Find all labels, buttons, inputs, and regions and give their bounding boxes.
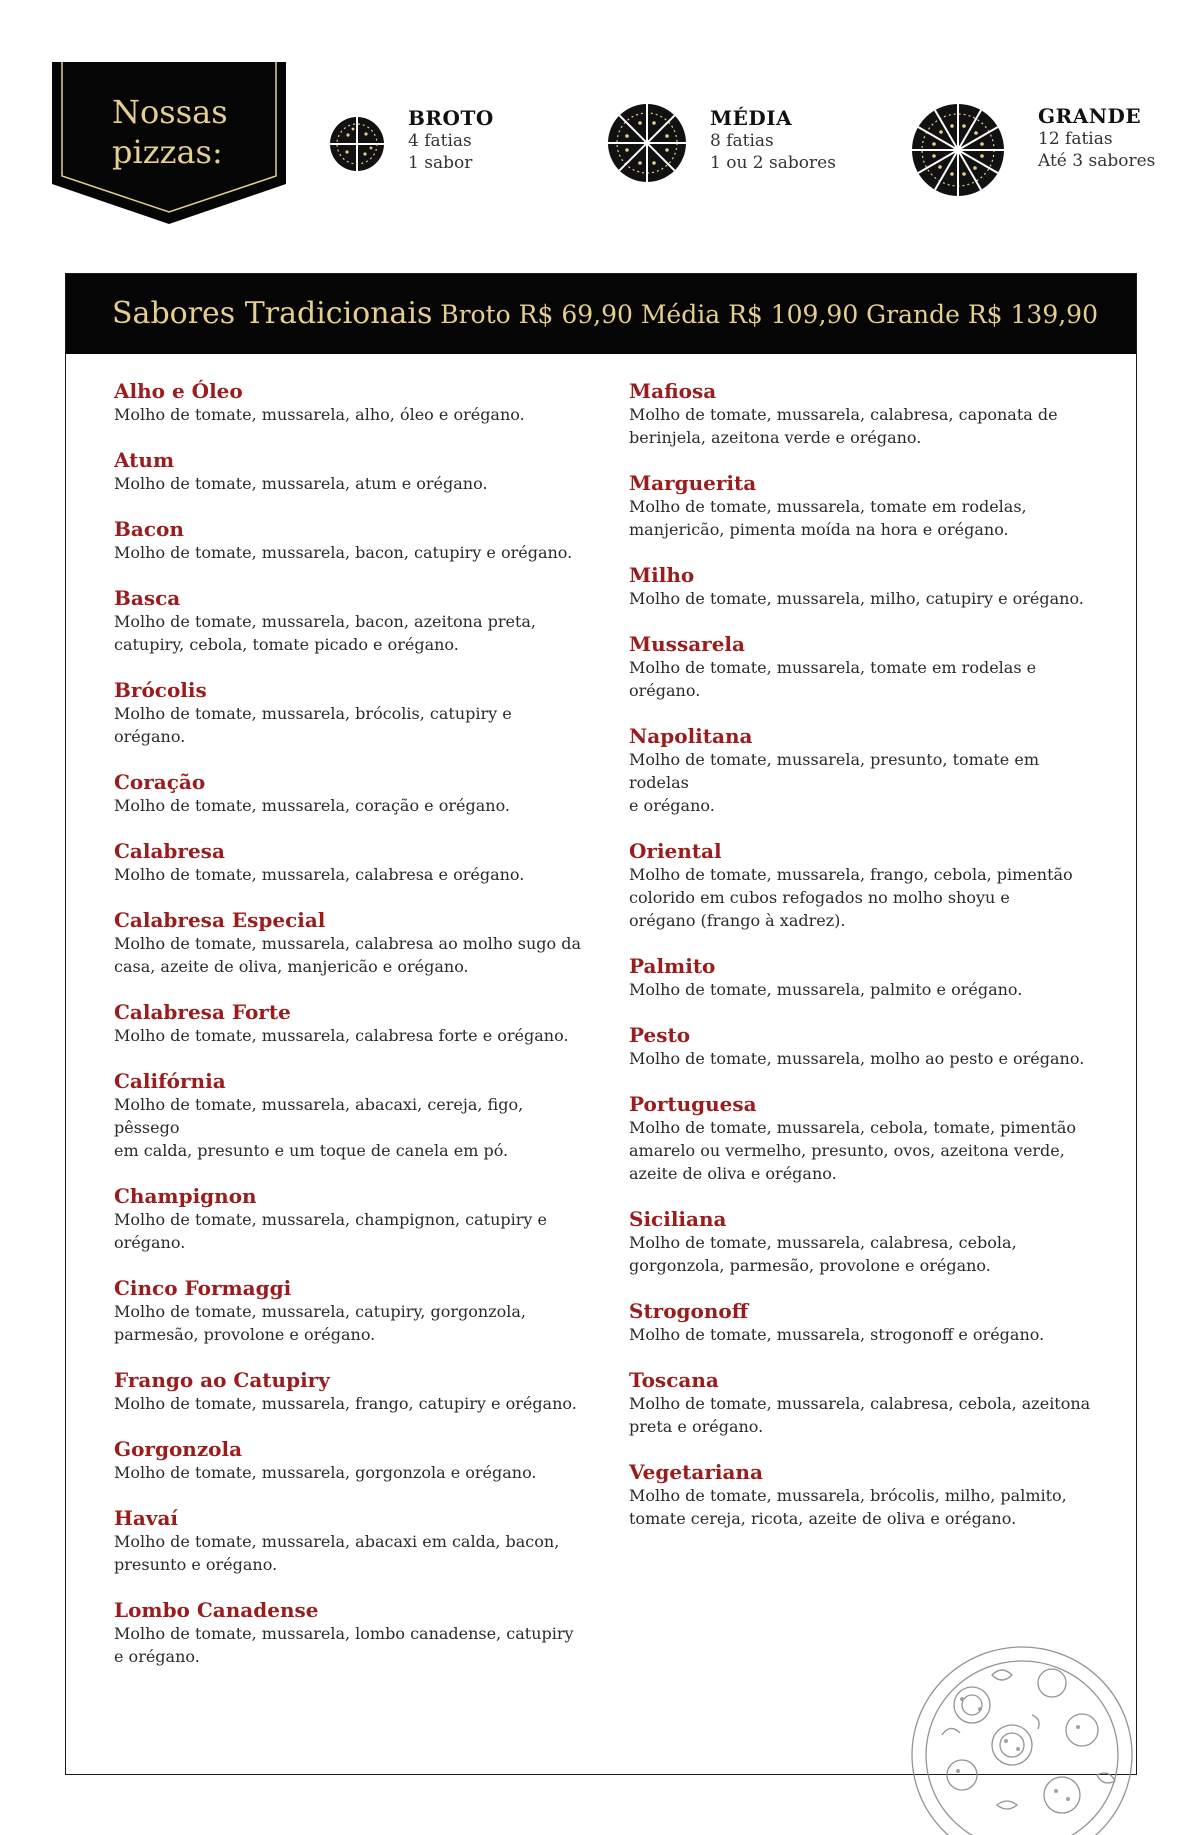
menu-item-description: Molho de tomate, mussarela, molho ao pesto e orégano. (629, 1049, 1085, 1068)
menu-item (629, 471, 1099, 541)
menu-item-name: Mussarela (629, 632, 745, 656)
menu-item (114, 586, 584, 656)
menu-item-name: Havaí (114, 1506, 179, 1530)
banner-title (112, 92, 282, 172)
menu-item-description: presunto e orégano. (114, 1555, 278, 1574)
menu-item (114, 1069, 584, 1162)
menu-item-description: Molho de tomate, mussarela, calabresa, cebola, azeitona (629, 1394, 1091, 1413)
size-name: BROTO (408, 106, 494, 130)
menu-item-description: parmesão, provolone e orégano. (114, 1325, 376, 1344)
menu-item-name: Siciliana (629, 1207, 727, 1231)
menu-item-name: Gorgonzola (114, 1437, 243, 1461)
menu-item-name: Pesto (629, 1023, 691, 1047)
size-slices: 4 fatias (408, 131, 472, 151)
menu-item-name: Champignon (114, 1184, 257, 1208)
menu-item-description: Molho de tomate, mussarela, abacaxi, cereja, figo, pêssego (114, 1095, 524, 1137)
menu-item-description: amarelo ou vermelho, presunto, ovos, azeitona verde, (629, 1141, 1065, 1160)
size-flavors: 1 sabor (408, 153, 473, 173)
menu-item-name: Brócolis (114, 678, 207, 702)
menu-item-description: Molho de tomate, mussarela, champignon, catupiry e (114, 1210, 548, 1229)
menu-item-description: Molho de tomate, mussarela, calabresa e orégano. (114, 865, 525, 884)
size-name: MÉDIA (710, 106, 793, 130)
size-name: GRANDE (1038, 104, 1142, 128)
menu-item-description: manjericão, pimenta moída na hora e orégano. (629, 520, 1009, 539)
menu-column-left (114, 379, 584, 1690)
menu-item (629, 379, 1099, 449)
menu-item-name: Palmito (629, 954, 716, 978)
size-flavors: Até 3 sabores (1038, 151, 1156, 171)
menu-item-name: Portuguesa (629, 1092, 757, 1116)
pizza-sketch-illustration (902, 1635, 1142, 1835)
menu-item (114, 448, 584, 495)
menu-item-description: tomate cereja, ricota, azeite de oliva e orégano. (629, 1509, 1017, 1528)
menu-item (629, 1460, 1099, 1530)
header-banner (52, 62, 286, 224)
menu-column-right (629, 379, 1099, 1552)
menu-item-description: catupiry, cebola, tomate picado e orégano. (114, 635, 459, 654)
menu-item (114, 1184, 584, 1254)
menu-item-name: Calabresa Forte (114, 1000, 291, 1024)
menu-item-description: colorido em cubos refogados no molho shoyu e (629, 888, 1010, 907)
menu-item (629, 839, 1099, 932)
menu-section (65, 273, 1137, 1775)
menu-item-name: Alho e Óleo (114, 379, 243, 403)
size-slices: 12 fatias (1038, 129, 1113, 149)
menu-item-name: Bacon (114, 517, 184, 541)
menu-item (629, 724, 1099, 817)
menu-item (629, 632, 1099, 702)
size-slices: 8 fatias (710, 131, 774, 151)
menu-item-description: orégano. (629, 681, 701, 700)
pizza-12-slices-icon (910, 102, 1006, 198)
menu-item (114, 678, 584, 748)
menu-item-name: Atum (114, 448, 175, 472)
menu-item-description: Molho de tomate, mussarela, gorgonzola e orégano. (114, 1463, 537, 1482)
menu-item (629, 1023, 1099, 1070)
menu-item-description: Molho de tomate, mussarela, frango, cebola, pimentão (629, 865, 1073, 884)
menu-item-name: Mafiosa (629, 379, 717, 403)
menu-item-description: orégano (frango à xadrez). (629, 911, 846, 930)
menu-item-description: Molho de tomate, mussarela, bacon, catupiry e orégano. (114, 543, 573, 562)
menu-item-name: Toscana (629, 1368, 719, 1392)
menu-item-description: Molho de tomate, mussarela, brócolis, catupiry e orégano. (114, 704, 512, 746)
menu-item (114, 379, 584, 426)
menu-item-description: casa, azeite de oliva, manjericão e orégano. (114, 957, 469, 976)
menu-item-description: Molho de tomate, mussarela, strogonoff e orégano. (629, 1325, 1045, 1344)
section-prices: Broto R$ 69,90 Média R$ 109,90 Grande R$ 139,90 (440, 300, 1098, 329)
menu-item-description: e orégano. (114, 1647, 200, 1666)
menu-item (114, 1437, 584, 1484)
menu-item-description: Molho de tomate, mussarela, bacon, azeitona preta, (114, 612, 536, 631)
menu-item-name: Strogonoff (629, 1299, 749, 1323)
menu-item-name: Frango ao Catupiry (114, 1368, 330, 1392)
banner-title-line1: Nossas (112, 93, 228, 131)
menu-item-description: Molho de tomate, mussarela, tomate em rodelas, (629, 497, 1027, 516)
menu-item (114, 770, 584, 817)
menu-item-description: Molho de tomate, mussarela, coração e orégano. (114, 796, 511, 815)
menu-item-description: Molho de tomate, mussarela, brócolis, milho, palmito, (629, 1486, 1067, 1505)
menu-item-name: Calabresa (114, 839, 225, 863)
menu-item-description: Molho de tomate, mussarela, calabresa ao molho sugo da (114, 934, 581, 953)
menu-item (114, 908, 584, 978)
menu-item (629, 1299, 1099, 1346)
menu-item (629, 1092, 1099, 1185)
menu-item-name: Califórnia (114, 1069, 226, 1093)
menu-item-description: azeite de oliva e orégano. (629, 1164, 837, 1183)
menu-item-description: Molho de tomate, mussarela, calabresa, cebola, (629, 1233, 1017, 1252)
menu-item-description: Molho de tomate, mussarela, milho, catupiry e orégano. (629, 589, 1084, 608)
menu-item-description: berinjela, azeitona verde e orégano. (629, 428, 922, 447)
menu-item-description: Molho de tomate, mussarela, calabresa, caponata de (629, 405, 1058, 424)
menu-item (629, 1207, 1099, 1277)
menu-item (114, 1598, 584, 1668)
menu-item-description: Molho de tomate, mussarela, calabresa forte e orégano. (114, 1026, 569, 1045)
menu-item-name: Lombo Canadense (114, 1598, 319, 1622)
section-header (66, 274, 1136, 354)
menu-item-description: preta e orégano. (629, 1417, 764, 1436)
menu-item-name: Coração (114, 770, 206, 794)
pizza-8-slices-icon (606, 102, 688, 184)
menu-item-name: Oriental (629, 839, 722, 863)
menu-item-description: Molho de tomate, mussarela, lombo canadense, catupiry (114, 1624, 574, 1643)
menu-item-description: orégano. (114, 1233, 186, 1252)
menu-item-description: Molho de tomate, mussarela, cebola, tomate, pimentão (629, 1118, 1077, 1137)
menu-item-description: gorgonzola, parmesão, provolone e orégano. (629, 1256, 991, 1275)
menu-item-description: Molho de tomate, mussarela, catupiry, gorgonzola, (114, 1302, 527, 1321)
menu-item-name: Cinco Formaggi (114, 1276, 292, 1300)
menu-item-description: Molho de tomate, mussarela, abacaxi em calda, bacon, (114, 1532, 560, 1551)
menu-item-name: Vegetariana (629, 1460, 763, 1484)
menu-item (114, 517, 584, 564)
menu-item (629, 1368, 1099, 1438)
menu-item (114, 1368, 584, 1415)
menu-item-description: Molho de tomate, mussarela, atum e orégano. (114, 474, 488, 493)
menu-item (114, 839, 584, 886)
menu-item-name: Calabresa Especial (114, 908, 326, 932)
size-flavors: 1 ou 2 sabores (710, 153, 836, 173)
banner-title-line2: pizzas: (112, 133, 223, 171)
menu-item (114, 1276, 584, 1346)
menu-item-description: em calda, presunto e um toque de canela em pó. (114, 1141, 509, 1160)
menu-item (629, 563, 1099, 610)
section-title: Sabores Tradicionais (112, 296, 433, 331)
menu-item (114, 1506, 584, 1576)
menu-item (114, 1000, 584, 1047)
menu-item-name: Milho (629, 563, 695, 587)
menu-item-name: Basca (114, 586, 181, 610)
menu-item-description: e orégano. (629, 796, 715, 815)
menu-item-description: Molho de tomate, mussarela, frango, catupiry e orégano. (114, 1394, 577, 1413)
menu-item (629, 954, 1099, 1001)
menu-item-description: Molho de tomate, mussarela, palmito e orégano. (629, 980, 1023, 999)
menu-item-description: Molho de tomate, mussarela, tomate em rodelas e (629, 658, 1037, 677)
pizza-4-slices-icon (328, 115, 386, 173)
menu-item-description: Molho de tomate, mussarela, alho, óleo e orégano. (114, 405, 525, 424)
menu-item-name: Napolitana (629, 724, 753, 748)
menu-item-description: Molho de tomate, mussarela, presunto, tomate em rodelas (629, 750, 1039, 792)
menu-item-name: Marguerita (629, 471, 757, 495)
